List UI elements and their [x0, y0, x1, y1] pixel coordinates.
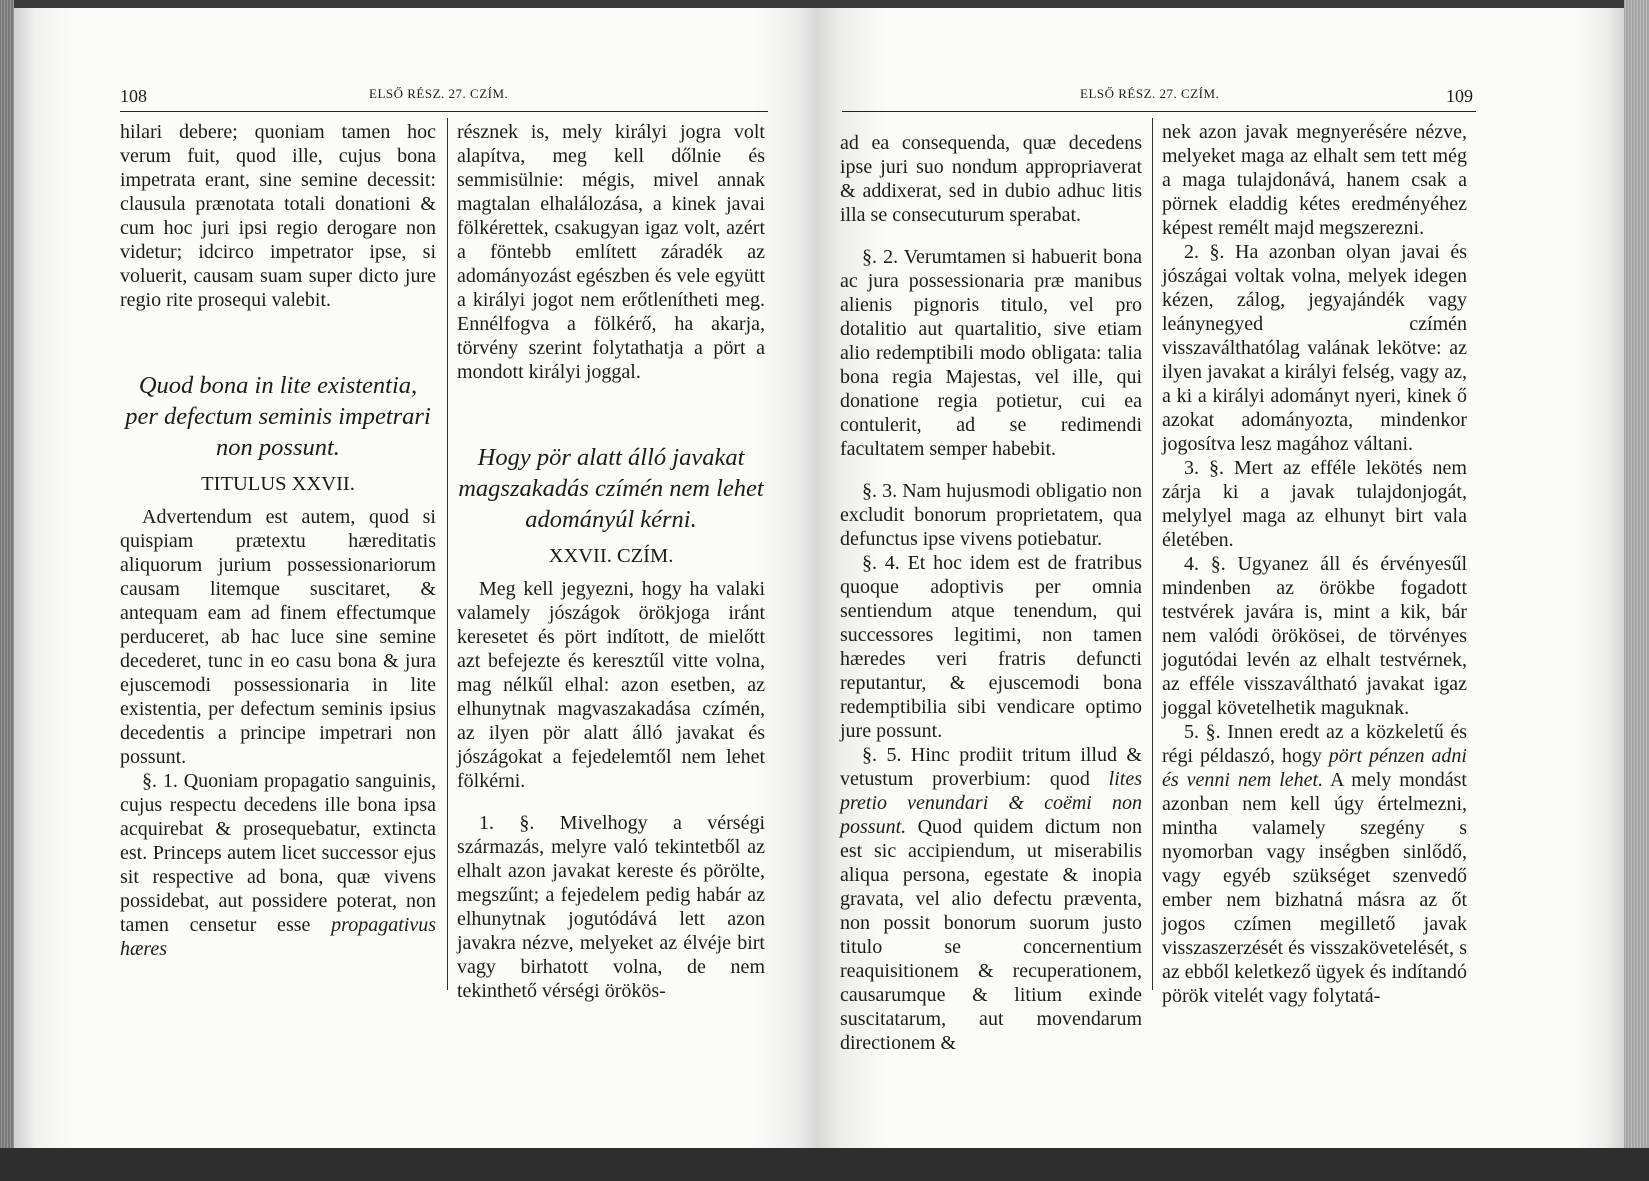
hungarian-column [1162, 120, 1467, 1008]
page-number: 109 [1446, 86, 1473, 106]
latin-paragraph: ad ea consequenda, quæ decedens ipse juri suo nondum appropriaverat & addixerat, sed in dubio adhuc litis illa se consecuturum sperabat. [840, 132, 1142, 226]
hungarian-paragraph: résznek is, mely királyi jogra volt alapítva, meg kell dőlnie és semmisülnie: mégis, mivel annak magtalan elhalálozása, a kinek javai fölkérettek, csakugyan igaz volt, azért a föntebb említett záradék az adományozást egészben és vele együtt a királyi jogot nem erőtlenítheti meg. Ennélfogva a fölkérő, ha akarja, törvény szerint folytathatja a pört a mondott királyi joggal. [457, 121, 765, 383]
hungarian-paragraph: Meg kell jegyezni, hogy ha valaki valamely jószágok örökjoga iránt keresetet és pört indított, de mielőtt azt befejezte és keresztűl vitte volna, mag nélkűl elhal: azon esetben, az elhunytnak magvaszakadása czímén, az ilyen pör alatt álló javakat és jószágokat a fejedelemtől nem lehet fölkérni. [457, 578, 765, 792]
latin-italic-text: lites pretio venundari & coëmi non possunt. [840, 768, 1142, 838]
latin-paragraph: Advertendum est autem, quod si quispiam prætextu hæreditatis aliquorum jurium possessionariorum causam litemque suscitaret, & antequam eam ad finem effectumque perduceret, ab hac luce sine semine decederet, tunc in eo casu bona & jura ejuscemodi possessionaria in lite existentia, per defectum seminis ipsius decedentis a principe impetrari non possunt. [120, 506, 436, 768]
hungarian-paragraph: 3. §. Mert az efféle lekötés nem zárja ki a javak tulajdonjogát, melylyel maga az elhunyt birt vala életében. [1162, 457, 1467, 551]
latin-column [840, 131, 1142, 1055]
latin-italic-text: propagativus hæres [120, 914, 436, 960]
latin-column [120, 120, 436, 961]
hungarian-paragraph [1162, 720, 1467, 1008]
left-page [14, 8, 816, 1148]
latin-text: Quod quidem dictum non est sic accipiendum, ut miserabilis aliqua persona, egestate & inopia gravata, vel alio defectu præventa, non possit bonorum suorum justo titulo se concernentium reaquisitionem & recuperationem, causarumque & litium exinde suscitatarum, aut movendarum directionem & [840, 816, 1142, 1054]
scan-background [0, 1148, 1649, 1181]
running-head: ELSŐ RÉSZ. 27. CZÍM. [369, 86, 509, 101]
hungarian-paragraph: 1. §. Mivelhogy a vérségi származás, melyre való tekintetből az elhalt azon javakat kereste és pörölte, megszűnt; a fejedelem pedig habár az elhunytnak jogutódává lett azon javakra nézve, melyeket az élvéje birt vagy birhatott volna, de nem tekinthető vérségi örökös- [457, 812, 765, 1002]
latin-paragraph: §. 3. Nam hujusmodi obligatio non excludit bonorum proprietatem, qua defunctus ipse vivens potiebatur. [840, 480, 1142, 550]
title-number: TITULUS XXVII. [201, 473, 355, 495]
hungarian-column [457, 120, 765, 1003]
hungarian-text: A mely mondást azonban nem kell úgy értelmezni, mintha valamely szegény s nyomorban vagy inségben sinlődő, vagy egyéb szükséget szenvedő ember nem bizhatná másra az őt jogos czímen megillető javak visszaszerzését és visszakövetelését, s az ebből keletkező ügyek és indítandó pörök vitelét vagy folytatá- [1162, 769, 1467, 1007]
latin-paragraph: §. 4. Et hoc idem est de fratribus quoque adoptivis per omnia sentiendum atque tenendum, qui successores legitimi, non tamen hæredes veri fratris defuncti reputantur, & ejuscemodi bona redemptibilia sibi vendicare optimo jure possunt. [840, 552, 1142, 742]
section-heading: Hogy pör alatt álló javakat magszakadás czímén nem lehet adományúl kérni. [458, 444, 764, 533]
page-stack-edge-left [0, 0, 14, 1181]
hungarian-italic-text: pört pénzen adni és venni nem lehet. [1162, 745, 1467, 791]
column-divider [447, 118, 448, 990]
page-number: 108 [120, 86, 147, 106]
hungarian-paragraph: 2. §. Ha azonban olyan javai és jószágai voltak volna, melyek idegen kézen, zálog, jegyajándék vagy leánynegyed czímén visszaválthatólag valának lekötve: az ilyen javakat a királyi felség, vagy az, a ki a királyi adományt nyeri, kinek ő azokat adományozta, mindenkor jogosítva lesz magához váltani. [1162, 241, 1467, 455]
column-divider [1152, 118, 1153, 990]
latin-text: §. 1. Quoniam propagatio sanguinis, cujus respectu decedens ille bona ipsa acquirebat & prosequebatur, extincta est. Princeps autem licet successor ejus sit respective ad bona, quæ vivens possidebat, aut possidere poterat, non tamen censetur esse [120, 770, 436, 936]
running-head: ELSŐ RÉSZ. 27. CZÍM. [1080, 86, 1220, 101]
section-heading: Quod bona in lite existentia, per defectum seminis impetrari non possunt. [125, 372, 431, 461]
hungarian-text: 5. §. Innen eredt az a közkeletű és régi példaszó, hogy [1162, 721, 1467, 767]
header-rule [120, 111, 768, 112]
latin-paragraph [120, 769, 436, 961]
right-page [816, 8, 1624, 1148]
header-rule [842, 111, 1476, 112]
latin-paragraph: §. 2. Verumtamen si habuerit bona ac jura possessionaria præ manibus alienis pignoris titulo, vel pro dotalitio aut quartalitio, sive etiam alio redemptibili modo obligata: talia bona regia Majestas, vel ille, qui donatione regia potietur, cui ea contulerit, ad se redimendi facultatem semper habebit. [840, 246, 1142, 460]
hungarian-paragraph: 4. §. Ugyanez áll és érvényesűl mindenben az örökbe fogadott testvérek javára is, mint a kik, bár nem valódi örökösei, de törvényes jogutódai levén az elhalt testvérnek, az efféle visszaváltható javakat igaz joggal követelhetik maguknak. [1162, 553, 1467, 719]
latin-paragraph: hilari debere; quoniam tamen hoc verum fuit, quod ille, cujus bona impetrata erant, sine semine decessit: clausula prænotata totali donationi & cum hoc juri ipsi regio derogare non videtur; idcirco impetrator ipse, si voluerit, causam suam super dicto jure regio rite prosequi valebit. [120, 121, 436, 311]
hungarian-paragraph: nek azon javak megnyerésére nézve, melyeket maga az elhalt sem tett még a maga tulajdonává, hanem csak a pörnek eladdig kétes eredményéhez képest remélt majd megszerezni. [1162, 121, 1467, 239]
title-number: XXVII. CZÍM. [548, 545, 674, 567]
page-stack-edge-right [1624, 0, 1649, 1181]
latin-text: §. 5. Hinc prodiit tritum illud & vetustum proverbium: quod [840, 744, 1142, 790]
latin-paragraph [840, 743, 1142, 1055]
